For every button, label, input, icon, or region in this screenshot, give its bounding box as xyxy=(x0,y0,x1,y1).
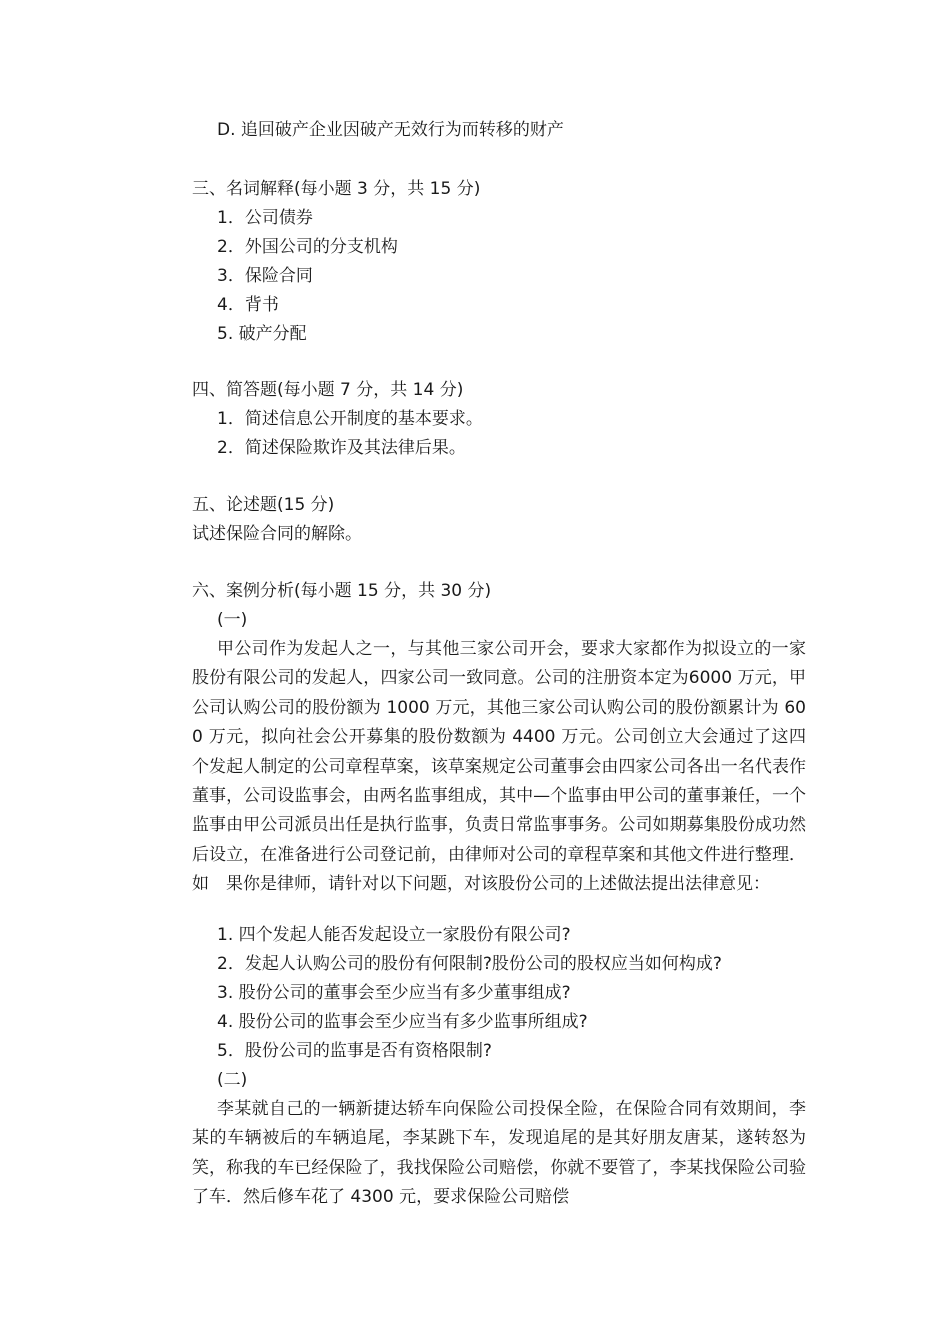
section-4-title: 四、简答题(每小题 7 分，共 14 分) xyxy=(192,380,464,400)
option-d: D. 追回破产企业因破产无效行为而转移的财产 xyxy=(217,120,564,140)
section-3-title: 三、名词解释(每小题 3 分，共 15 分) xyxy=(192,179,481,199)
sec3-item-2: 2．外国公司的分支机构 xyxy=(217,237,398,257)
sec4-item-1: 1．简述信息公开制度的基本要求。 xyxy=(217,409,483,429)
case-1-text: 甲公司作为发起人之一，与其他三家公司开会，要求大家都作为拟设立的一家股份有限公司的发起人，四家公司一致同意。公司的注册资本定为6000 万元，甲公司认购公司的股份额为 1000 万元，其他三家公司认购公司的股份额累计为 600 万元，拟向社会公开募集的股份数额为 4400 万元。公司创立大会通过了这四个发起人制定的公司章程草案，该草案规定公司董事会由四家公司各出一名代表作董事，公司设监事会，由两名监事组成，其中—个监事由甲公司的董事兼任，一个监事由甲公司派员出任是执行监事，负责日常监事事务。公司如期募集股份成功然后设立，在准备进行公司登记前，由律师对公司的章程草案和其他文件进行整理．如 果你是律师，请针对以下问题，对该股份公司的上述做法提出法律意见： xyxy=(192,639,806,895)
section-6-title: 六、案例分析(每小题 15 分，共 30 分) xyxy=(192,581,492,601)
sec3-item-5: 5. 破产分配 xyxy=(217,324,307,344)
section-5-title: 五、论述题(15 分) xyxy=(192,495,335,515)
case1-question-2: 2．发起人认购公司的股份有何限制?股份公司的股权应当如何构成? xyxy=(217,954,722,974)
sec5-body: 试述保险合同的解除。 xyxy=(192,524,362,544)
sec3-item-3: 3．保险合同 xyxy=(217,266,313,286)
case1-question-5: 5．股份公司的监事是否有资格限制? xyxy=(217,1041,492,1061)
sec3-item-1: 1．公司债券 xyxy=(217,208,313,228)
case-2-text: 李某就自己的一辆新捷达轿车向保险公司投保全险，在保险合同有效期间，李某的车辆被后的车辆追尾，李某跳下车，发现追尾的是其好朋友唐某，遂转怒为笑，称我的车已经保险了，我找保险公司赔偿，你就不要管了，李某找保险公司验了车．然后修车花了 4300 元，要求保险公司赔偿 xyxy=(192,1099,806,1208)
case1-question-3: 3. 股份公司的董事会至少应当有多少董事组成? xyxy=(217,983,571,1003)
case-2-label: (二) xyxy=(217,1070,248,1090)
case1-question-1: 1. 四个发起人能否发起设立一家股份有限公司? xyxy=(217,925,571,945)
sec3-item-4: 4．背书 xyxy=(217,295,279,315)
case1-question-4: 4. 股份公司的监事会至少应当有多少监事所组成? xyxy=(217,1012,588,1032)
case-1-label: (一) xyxy=(217,610,248,630)
sec4-item-2: 2．简述保险欺诈及其法律后果。 xyxy=(217,438,466,458)
